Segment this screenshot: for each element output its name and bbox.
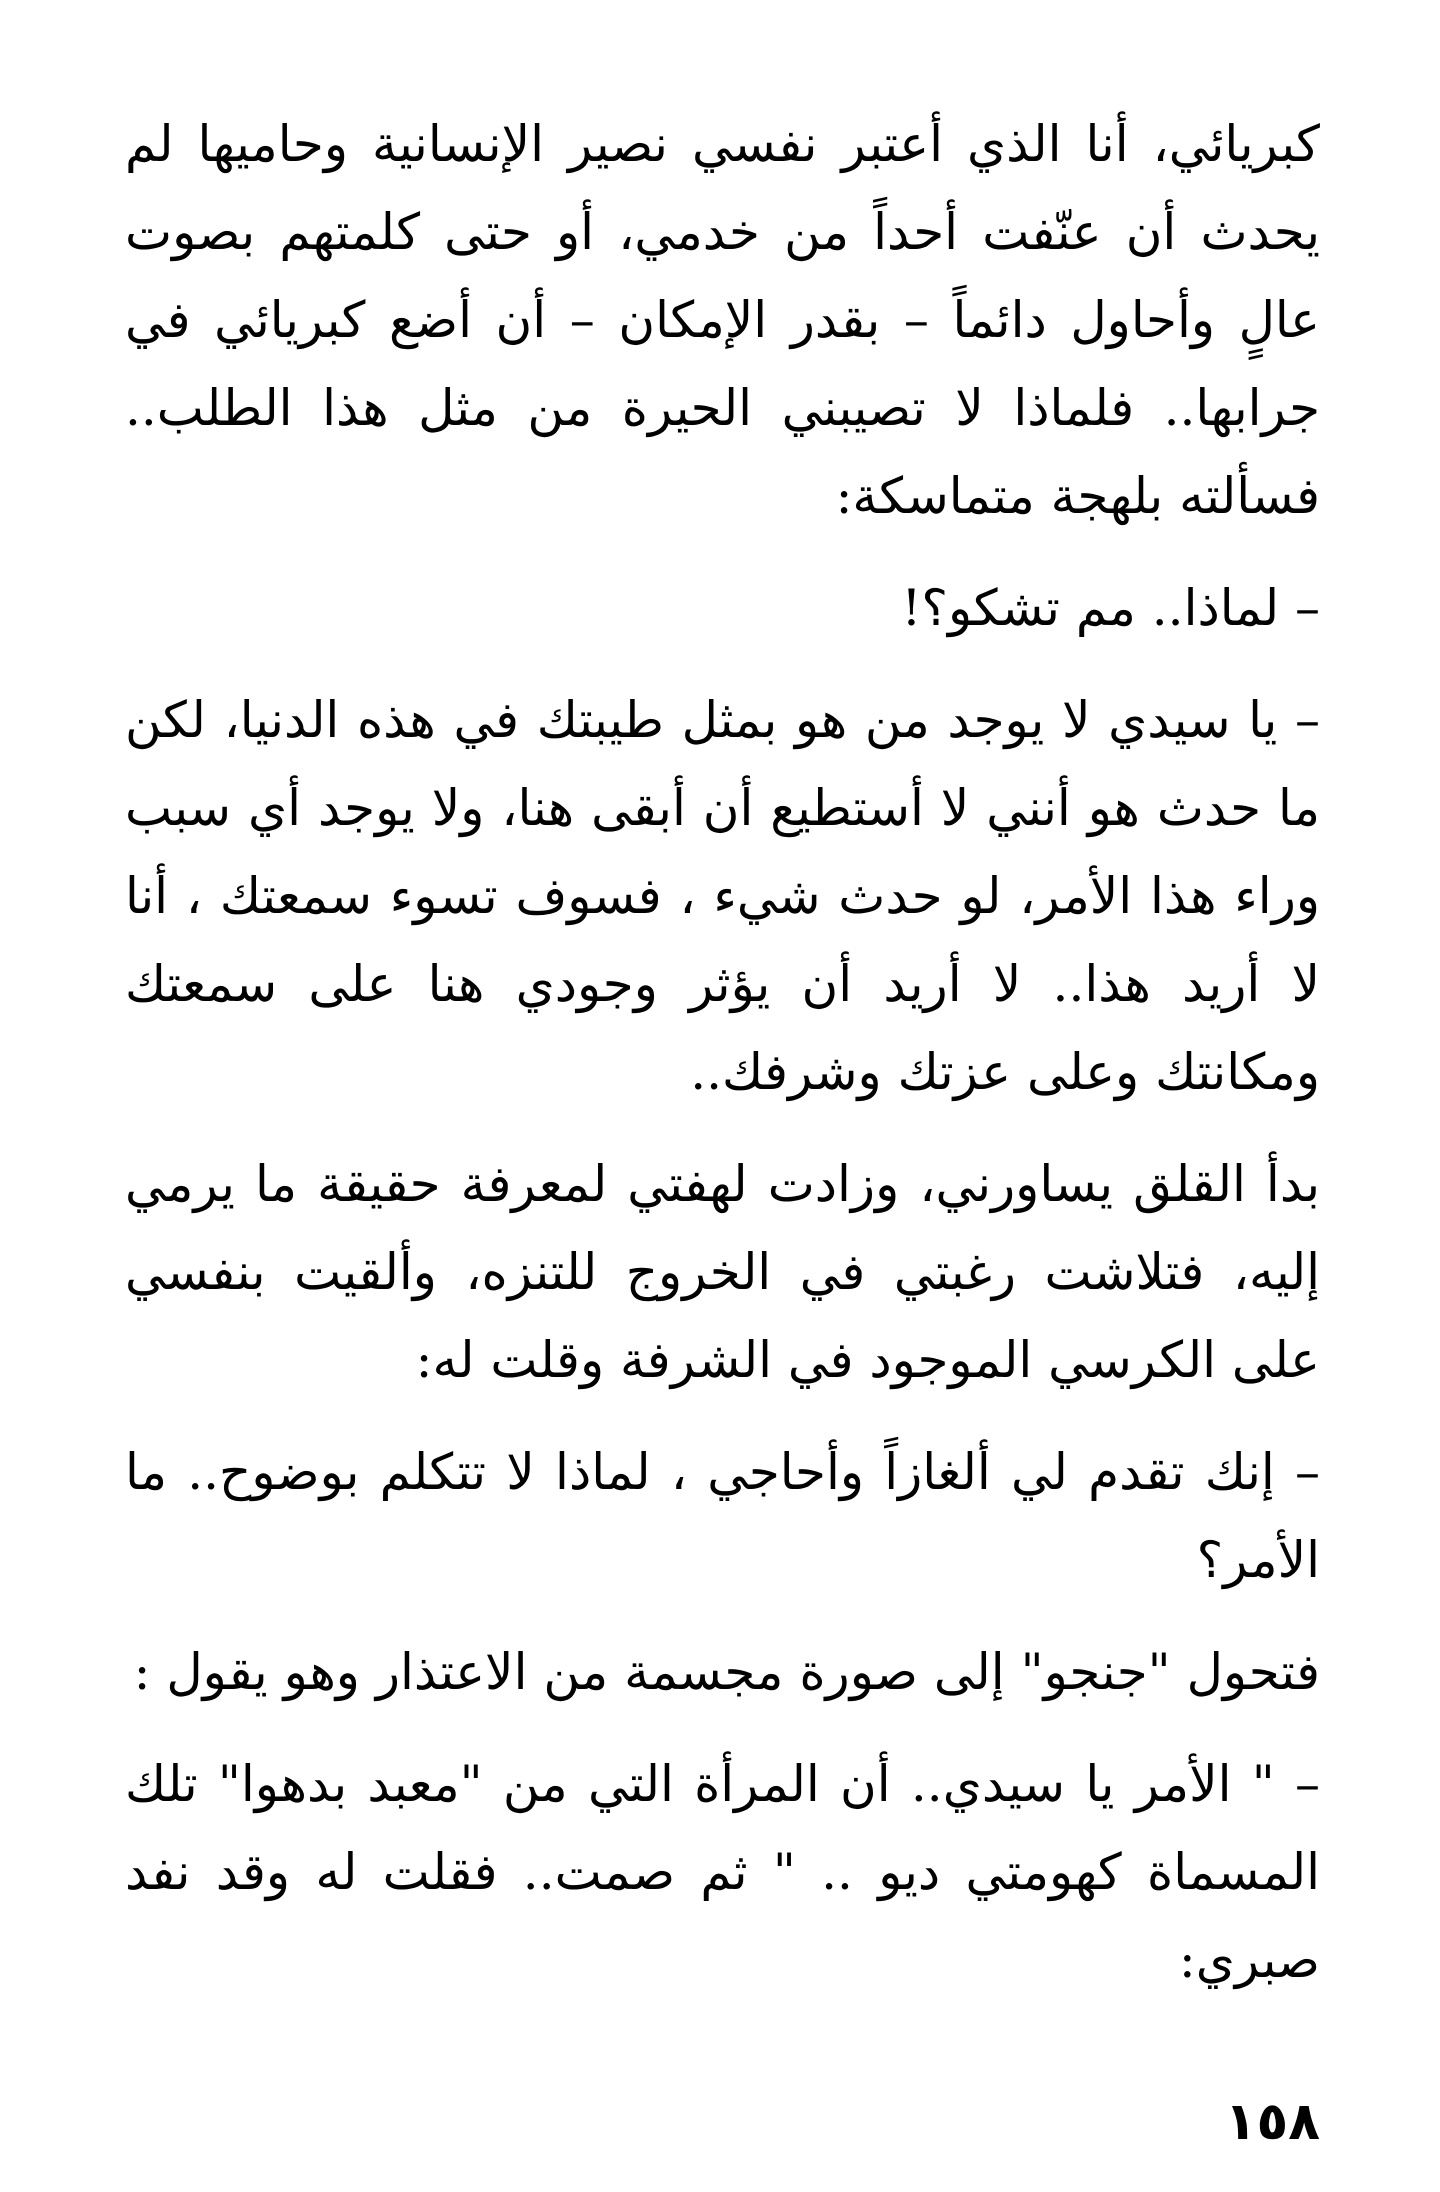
paragraph-1: كبريائي، أنا الذي أعتبر نفسي نصير الإنسانية وحاميها لم يحدث أن عنّفت أحداً من خدمي، أو حتى كلمتهم بصوت عالٍ وأحاول دائماً – بقدر الإمكان – أن أضع كبريائي في جرابها.. فلماذا لا تصيبني الحيرة من مثل هذا الطلب.. فسألته بلهجة متماسكة:: [125, 115, 1320, 525]
paragraph-6: فتحول "جنجو" إلى صورة مجسمة من الاعتذار وهو يقول :: [133, 1643, 1320, 1701]
paragraph-5: – إنك تقدم لي ألغازاً وأحاجي ، لماذا لا تتكلم بوضوح.. ما الأمر؟: [125, 1443, 1320, 1589]
page-number: ١٥٨: [1224, 2092, 1320, 2152]
paragraph-2: – لماذا.. مم تشكو؟!: [901, 579, 1320, 637]
paragraph-7: – " الأمر يا سيدي.. أن المرأة التي من "معبد بدهوا" تلك المسماة كهومتي ديو .. " ثم صمت.. فقلت له وقد نفد صبري:: [125, 1755, 1320, 1989]
paragraph-4: بدأ القلق يساورني، وزادت لهفتي لمعرفة حقيقة ما يرمي إليه، فتلاشت رغبتي في الخروج للتنزه، وألقيت بنفسي على الكرسي الموجود في الشرفة وقلت له:: [125, 1155, 1320, 1389]
body-text: [125, 100, 1320, 2004]
paragraph-3: – يا سيدي لا يوجد من هو بمثل طيبتك في هذه الدنيا، لكن ما حدث هو أنني لا أستطيع أن أبقى هنا، ولا يوجد أي سبب وراء هذا الأمر، لو حدث شيء ، فسوف تسوء سمعتك ، أنا لا أريد هذا.. لا أريد أن يؤثر وجودي هنا على سمعتك ومكانتك وعلى عزتك وشرفك..: [125, 691, 1320, 1101]
